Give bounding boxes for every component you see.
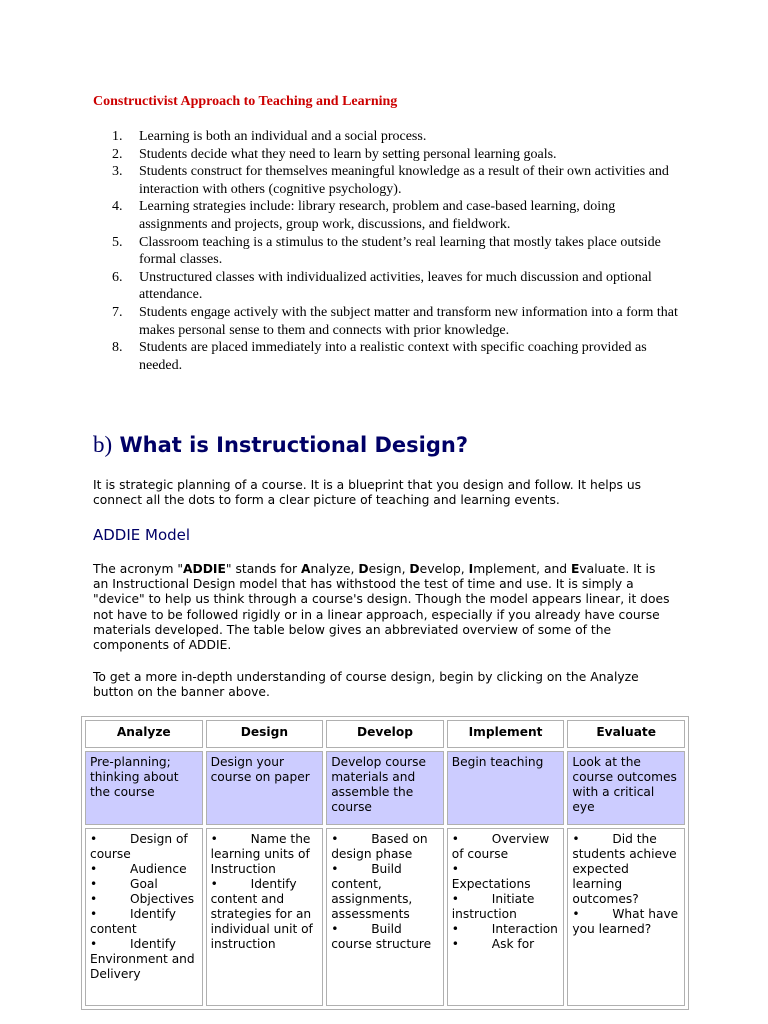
bullet-icon: • bbox=[90, 892, 98, 906]
bullet-icon: • bbox=[451, 862, 459, 876]
heading-text: What is Instructional Design? bbox=[119, 433, 469, 457]
bullet-text: What have you learned? bbox=[572, 907, 679, 936]
bullet-item bbox=[90, 832, 198, 862]
bullet-item bbox=[331, 922, 439, 952]
bullet-text: Audience bbox=[130, 862, 187, 876]
bullet-item bbox=[331, 832, 439, 862]
addie-paragraph: The acronym "ADDIE" stands for Analyze, Design, Develop, Implement, and Evaluate. It is an Instructional Design model that has withstood the test of time and use. It is simply a "device" to help us think through a course's design. Though the model appears linear, it does not have to be followed rigidly or in a linear approach, especially if you already have course materials developed. The table below gives an abbreviated overview of some of the components of ADDIE. bbox=[93, 562, 670, 653]
table-cell: Design your course on paper bbox=[206, 751, 324, 825]
list-item: 7. Students engage actively with the subject matter and transform new information into a form that makes personal sense to them and connects with prior knowledge. bbox=[112, 304, 678, 338]
bullet-icon: • bbox=[90, 907, 98, 921]
table-cell bbox=[85, 828, 203, 1006]
bullet-icon: • bbox=[90, 877, 98, 891]
list-item: 6. Unstructured classes with individualized activities, leaves for much discussion and optional attendance. bbox=[112, 269, 652, 303]
bullet-item bbox=[452, 892, 560, 922]
addie-model-title: ADDIE Model bbox=[93, 526, 191, 544]
summary-row bbox=[85, 751, 685, 825]
list-item: 1. Learning is both an individual and a social process. bbox=[112, 129, 427, 144]
bullet-text: Build content, assignments, assessments bbox=[331, 862, 413, 921]
table-cell bbox=[326, 828, 444, 1006]
addie-table bbox=[81, 716, 689, 1010]
table-cell: Develop course materials and assemble the course bbox=[326, 751, 444, 825]
bullet-icon: • bbox=[572, 832, 580, 846]
table-header-row bbox=[85, 720, 685, 748]
bullet-text: Overview of course bbox=[451, 832, 550, 861]
bullet-item bbox=[331, 862, 439, 922]
bullet-icon: • bbox=[331, 922, 339, 936]
table-cell bbox=[447, 828, 565, 1006]
bullet-icon: • bbox=[451, 832, 459, 846]
bullet-text: Ask for bbox=[491, 937, 535, 951]
bullet-icon: • bbox=[90, 862, 98, 876]
bullet-item bbox=[90, 892, 198, 907]
bullet-item bbox=[90, 937, 198, 982]
bullet-icon: • bbox=[210, 832, 218, 846]
bullet-icon: • bbox=[90, 937, 98, 951]
bullet-text: Goal bbox=[130, 877, 158, 891]
bullet-item bbox=[90, 907, 198, 937]
bullet-item bbox=[452, 937, 560, 952]
header-develop: Develop bbox=[326, 720, 444, 748]
bullet-icon: • bbox=[451, 937, 459, 951]
bullet-text: Name the learning units of Instruction bbox=[210, 832, 311, 876]
bullet-item bbox=[211, 877, 319, 952]
header-evaluate: Evaluate bbox=[567, 720, 685, 748]
bullet-icon: • bbox=[331, 832, 339, 846]
constructivist-list bbox=[112, 128, 682, 374]
bullet-text: Build course structure bbox=[331, 922, 432, 951]
intro-paragraph: It is strategic planning of a course. It is a blueprint that you design and follow. It helps us connect all the dots to form a clear picture of teaching and learning events. bbox=[93, 478, 642, 508]
list-item: 2. Students decide what they need to learn by setting personal learning goals. bbox=[112, 146, 557, 162]
instructional-design-heading bbox=[93, 432, 468, 458]
bullet-text: Identify content bbox=[90, 907, 177, 936]
bullet-text: Based on design phase bbox=[331, 832, 428, 861]
bullet-icon: • bbox=[451, 892, 459, 906]
bullet-item bbox=[452, 862, 560, 892]
list-item: 5. Classroom teaching is a stimulus to the student’s real learning that mostly takes place outside formal classes. bbox=[112, 234, 661, 268]
bullet-text: Identify content and strategies for an individual unit of instruction bbox=[210, 877, 313, 951]
in-depth-paragraph: To get a more in-depth understanding of course design, begin by clicking on the Analyze button on the banner above. bbox=[93, 670, 639, 700]
table-cell bbox=[206, 828, 324, 1006]
list-item: 8. Students are placed immediately into a realistic context with specific coaching provided as needed. bbox=[112, 340, 647, 373]
table-cell bbox=[567, 828, 685, 1006]
bullet-icon: • bbox=[451, 922, 459, 936]
bullet-icon: • bbox=[90, 832, 98, 846]
bullet-text: Identify Environment and Delivery bbox=[90, 937, 195, 981]
bullet-text: Design of course bbox=[90, 832, 188, 861]
table-cell: Begin teaching bbox=[447, 751, 565, 825]
bullet-item bbox=[211, 832, 319, 877]
bullet-icon: • bbox=[331, 862, 339, 876]
header-implement: Implement bbox=[447, 720, 565, 748]
bullet-text: Did the students achieve expected learning outcomes? bbox=[572, 832, 677, 906]
list-item: 4. Learning strategies include: library research, problem and case-based learning, doing assignments and projects, group work, discussions, and fieldwork. bbox=[112, 199, 616, 232]
bullet-icon: • bbox=[572, 907, 580, 921]
list-item: 3. Students construct for themselves meaningful knowledge as a result of their own activities and interaction with others (cognitive psychology). bbox=[112, 164, 669, 197]
bullet-text: Initiate instruction bbox=[451, 892, 535, 921]
details-row bbox=[85, 828, 685, 1006]
bullet-item bbox=[572, 907, 680, 937]
bullet-text: Interaction bbox=[491, 922, 558, 936]
table-cell: Look at the course outcomes with a critical eye bbox=[567, 751, 685, 825]
bullet-text: Objectives bbox=[130, 892, 195, 906]
section-title: Constructivist Approach to Teaching and Learning bbox=[93, 94, 398, 109]
bullet-item bbox=[452, 832, 560, 862]
bullet-icon: • bbox=[210, 877, 218, 891]
table-cell: Pre-planning; thinking about the course bbox=[85, 751, 203, 825]
bullet-item bbox=[90, 877, 198, 892]
bullet-item bbox=[452, 922, 560, 937]
header-design: Design bbox=[206, 720, 324, 748]
bullet-item bbox=[90, 862, 198, 877]
header-analyze: Analyze bbox=[85, 720, 203, 748]
heading-prefix: b) bbox=[93, 432, 113, 457]
bullet-text: Expectations bbox=[451, 877, 531, 891]
bullet-item bbox=[572, 832, 680, 907]
